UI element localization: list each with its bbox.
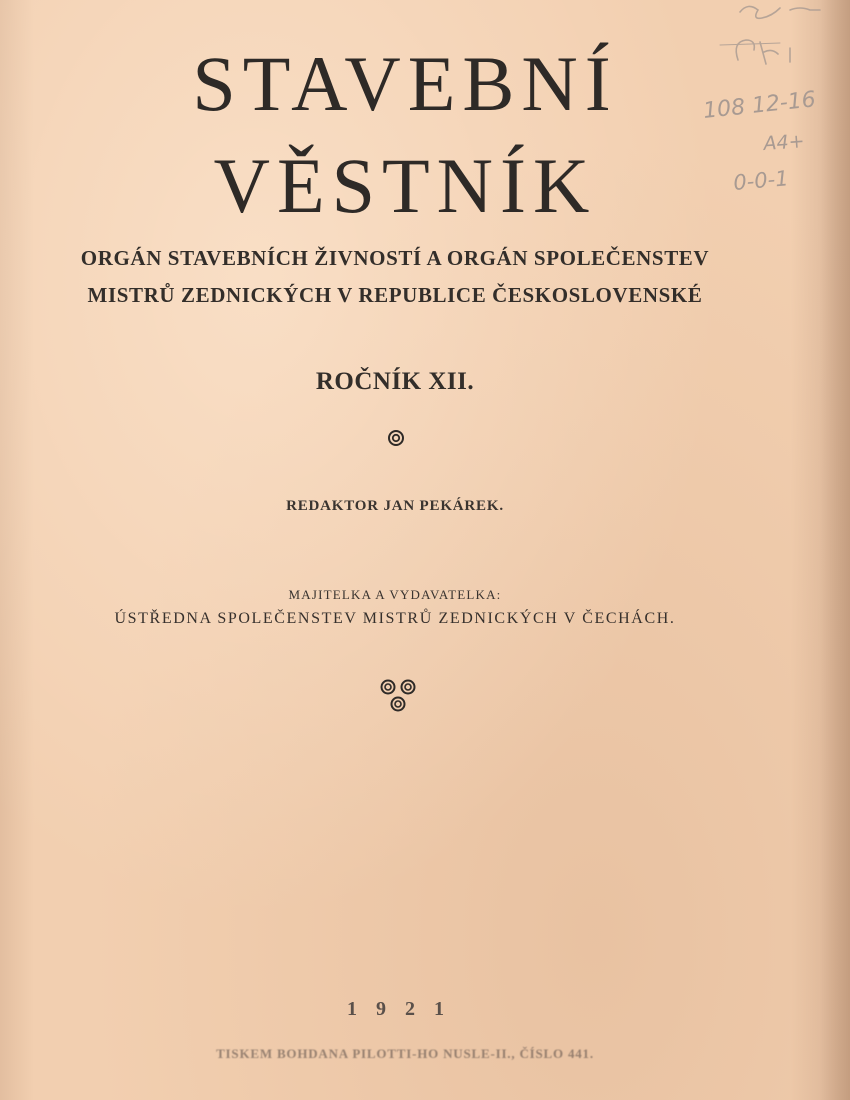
handwritten-pencil-annotation xyxy=(680,0,850,210)
editor-line: REDAKTOR JAN PEKÁREK. xyxy=(286,498,504,514)
publication-year: 1921 xyxy=(347,998,463,1020)
journal-title-line-2: VĚSTNÍK xyxy=(213,142,597,229)
annotation-code: A4+ xyxy=(762,130,806,155)
annotation-number: 0-0-1 xyxy=(732,166,790,195)
publisher-name: ÚSTŘEDNA SPOLEČENSTEV MISTRŮ ZEDNICKÝCH V ČECHÁCH. xyxy=(114,610,676,627)
journal-title-line-1: STAVEBNÍ xyxy=(192,40,618,127)
annotation-shelfmark: 108 12-16 xyxy=(702,87,817,124)
subtitle-line-2: MISTRŮ ZEDNICKÝCH V REPUBLICE ČESKOSLOVENSKÉ xyxy=(87,283,703,307)
volume-number: ROČNÍK XII. xyxy=(315,368,475,395)
circle-ornament-icon xyxy=(387,429,405,451)
triple-circle-ornament-icon xyxy=(379,678,417,718)
subtitle-line-1: ORGÁN STAVEBNÍCH ŽIVNOSTÍ A ORGÁN SPOLEČENSTEV xyxy=(80,246,710,270)
publisher-label: MAJITELKA A VYDAVATELKA: xyxy=(288,587,502,602)
printer-imprint: TISKEM BOHDANA PILOTTI-HO NUSLE-II., ČÍSLO 441. xyxy=(216,1046,594,1061)
